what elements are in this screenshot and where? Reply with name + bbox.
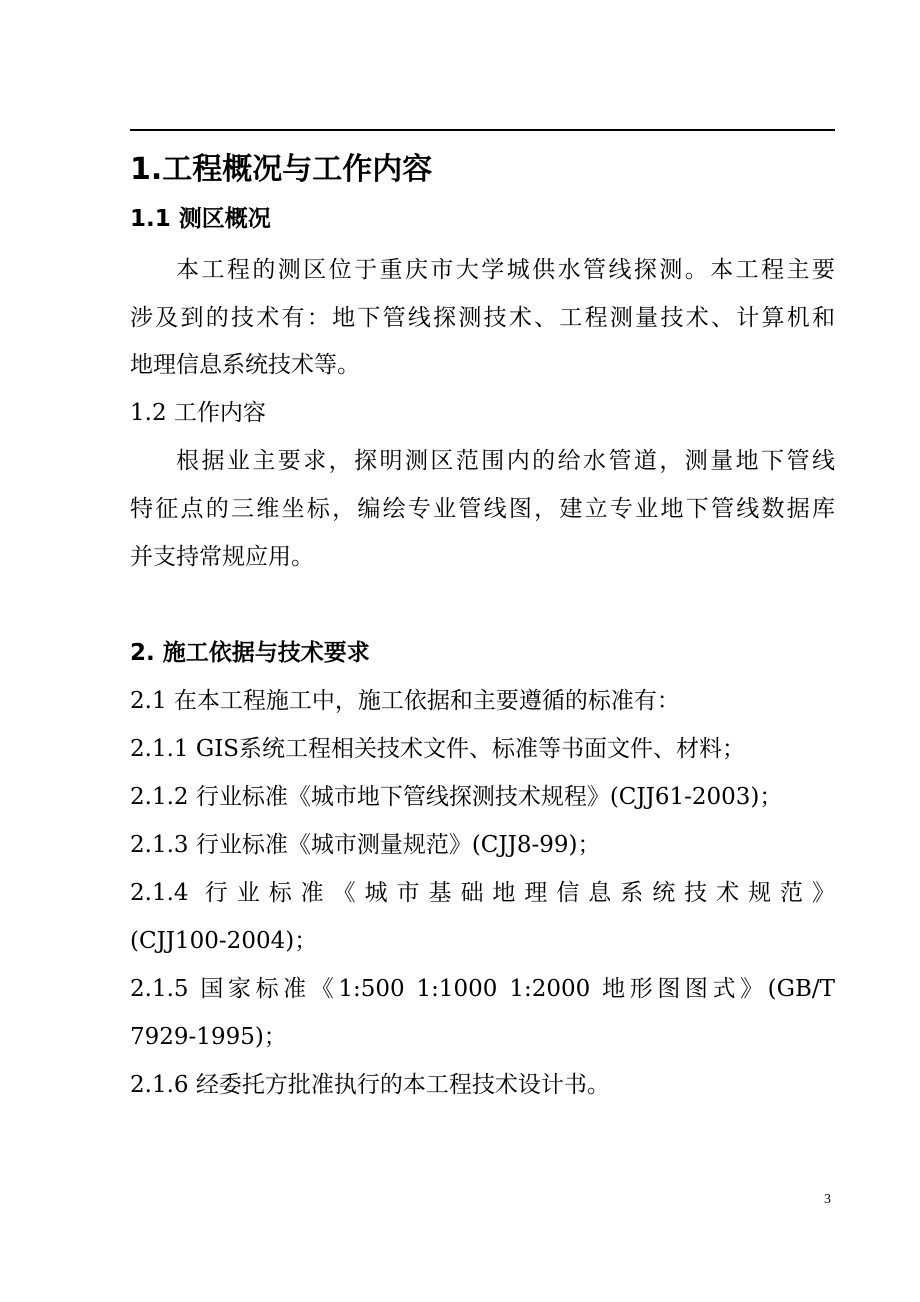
para-1-2-line-1: 根据业主要求，探明测区范围内的给水管道，测量地下管线 <box>176 448 835 474</box>
heading-1: 1.工程概况与工作内容 <box>130 152 433 187</box>
page-number: 3 <box>824 1192 831 1207</box>
item-2-1: 2.1 在本工程施工中，施工依据和主要遵循的标准有： <box>130 688 680 714</box>
section-1-2-title: 1.2 工作内容 <box>130 400 266 426</box>
item-2-1-1: 2.1.1 GIS系统工程相关技术文件、标准等书面文件、材料； <box>130 736 746 762</box>
item-2-1-6: 2.1.6 经委托方批准执行的本工程技术设计书。 <box>130 1072 610 1098</box>
section-1-1-title: 1.1 测区概况 <box>130 206 271 232</box>
para-1-1-line-1: 本工程的测区位于重庆市大学城供水管线探测。本工程主要 <box>176 257 835 283</box>
item-2-1-5-line-1: 2.1.5 国家标准《1:500 1:1000 1:2000 地形图图式》(GB/T <box>130 976 835 1002</box>
item-2-1-4-line-2: (CJJ100-2004)； <box>130 928 318 954</box>
para-1-2-line-3: 并支持常规应用。 <box>130 544 314 570</box>
item-2-1-3: 2.1.3 行业标准《城市测量规范》(CJJ8-99)； <box>130 832 601 858</box>
para-1-1-line-3: 地理信息系统技术等。 <box>130 352 360 378</box>
heading-2: 2. 施工依据与技术要求 <box>130 640 370 666</box>
item-2-1-4-line-1: 2.1.4 行业标准《城市基础地理信息系统技术规范》 <box>130 880 835 906</box>
para-1-2-line-2: 特征点的三维坐标，编绘专业管线图，建立专业地下管线数据库 <box>130 496 835 522</box>
para-1-1-line-2: 涉及到的技术有：地下管线探测技术、工程测量技术、计算机和 <box>130 305 835 331</box>
item-2-1-5-line-2: 7929-1995)； <box>130 1024 287 1050</box>
header-rule <box>130 129 835 131</box>
item-2-1-2: 2.1.2 行业标准《城市地下管线探测技术规程》(CJJ61-2003)； <box>130 784 783 810</box>
